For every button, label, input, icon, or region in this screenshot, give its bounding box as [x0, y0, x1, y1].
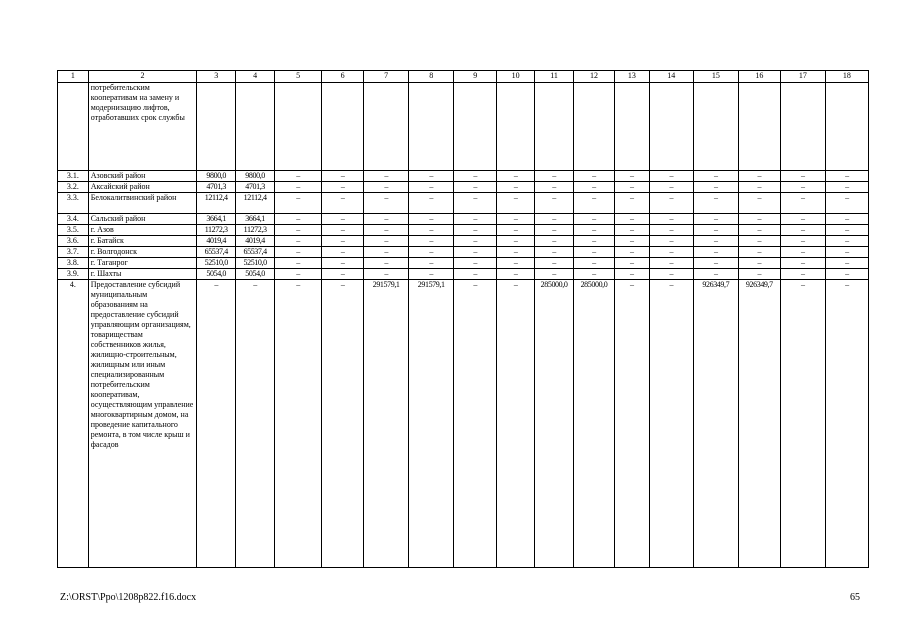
table-cell: – — [614, 269, 649, 280]
table-cell — [236, 83, 275, 171]
row-name-cell: г. Азов — [88, 225, 197, 236]
table-cell: 52510,0 — [197, 258, 236, 269]
table-cell: – — [614, 225, 649, 236]
table-cell: – — [497, 269, 535, 280]
table-cell: – — [738, 214, 780, 225]
header-cell: 7 — [364, 71, 409, 83]
table-cell: – — [409, 247, 454, 258]
table-cell: – — [649, 236, 693, 247]
table-cell: – — [454, 236, 497, 247]
table-cell — [275, 83, 322, 171]
header-cell: 16 — [738, 71, 780, 83]
table-cell: – — [535, 269, 574, 280]
table-cell: – — [497, 171, 535, 182]
table-cell: – — [454, 225, 497, 236]
table-cell: – — [825, 280, 868, 568]
row-number-cell: 3.1. — [58, 171, 89, 182]
table-row — [58, 214, 869, 225]
table-cell: 3664,1 — [197, 214, 236, 225]
table-cell: – — [535, 258, 574, 269]
table-cell: 65537,4 — [236, 247, 275, 258]
table-cell: – — [454, 171, 497, 182]
page-number: 65 — [850, 592, 860, 603]
table-cell: – — [574, 214, 615, 225]
table-cell: – — [275, 258, 322, 269]
table-cell: – — [322, 280, 364, 568]
table-cell: – — [364, 182, 409, 193]
table-cell: – — [409, 182, 454, 193]
table-cell: – — [322, 236, 364, 247]
table-cell: 9800,0 — [236, 171, 275, 182]
table-cell: – — [275, 193, 322, 214]
table-cell — [738, 83, 780, 171]
row-name-cell: Азовский район — [88, 171, 197, 182]
table-cell: – — [574, 225, 615, 236]
table-cell: 4701,3 — [197, 182, 236, 193]
header-cell: 14 — [649, 71, 693, 83]
row-number-cell: 3.6. — [58, 236, 89, 247]
table-cell: – — [409, 171, 454, 182]
table-cell — [497, 83, 535, 171]
table-cell: – — [454, 182, 497, 193]
table-cell: – — [409, 258, 454, 269]
row-name-cell: Аксайский район — [88, 182, 197, 193]
table-cell: – — [738, 236, 780, 247]
table-row — [58, 225, 869, 236]
table-cell: – — [614, 258, 649, 269]
row-number-cell — [58, 83, 89, 171]
table-cell: – — [780, 193, 825, 214]
table-cell: – — [780, 182, 825, 193]
row-name-cell: г. Волгодонск — [88, 247, 197, 258]
table-row — [58, 236, 869, 247]
header-cell: 6 — [322, 71, 364, 83]
table-cell — [364, 83, 409, 171]
table-cell — [693, 83, 738, 171]
row-name-cell: потребительским кооперативам на замену и модернизацию лифтов, отработавших срок службы — [88, 83, 197, 171]
table-cell: – — [454, 280, 497, 568]
table-cell: – — [614, 247, 649, 258]
table-cell: – — [535, 171, 574, 182]
header-cell: 12 — [574, 71, 615, 83]
table-cell: – — [825, 269, 868, 280]
table-cell: – — [409, 225, 454, 236]
table-row — [58, 280, 869, 568]
table-cell: 926349,7 — [738, 280, 780, 568]
table-cell: – — [825, 247, 868, 258]
table-cell — [649, 83, 693, 171]
table-cell: – — [535, 182, 574, 193]
table-cell: – — [574, 182, 615, 193]
footer-file-path: Z:\ORST\Ppo\1208p822.f16.docx — [60, 592, 197, 603]
table-cell: – — [275, 236, 322, 247]
table-cell: – — [614, 171, 649, 182]
header-cell: 15 — [693, 71, 738, 83]
table-cell: 4701,3 — [236, 182, 275, 193]
header-cell: 4 — [236, 71, 275, 83]
table-cell: – — [780, 269, 825, 280]
row-number-cell: 3.7. — [58, 247, 89, 258]
table-cell: – — [574, 258, 615, 269]
table-cell: – — [693, 193, 738, 214]
table-cell: – — [497, 225, 535, 236]
table-cell — [574, 83, 615, 171]
table-cell: 4019,4 — [236, 236, 275, 247]
table-cell: 285000,0 — [535, 280, 574, 568]
header-cell: 5 — [275, 71, 322, 83]
table-cell: – — [454, 193, 497, 214]
table-cell: – — [649, 247, 693, 258]
table-cell: – — [535, 193, 574, 214]
header-cell: 9 — [454, 71, 497, 83]
table-cell: – — [574, 171, 615, 182]
table-cell: – — [574, 193, 615, 214]
table-cell — [535, 83, 574, 171]
table-cell: – — [364, 171, 409, 182]
table-cell: – — [574, 269, 615, 280]
table-cell: – — [649, 214, 693, 225]
row-name-cell: Сальский район — [88, 214, 197, 225]
table-cell: – — [409, 269, 454, 280]
table-cell: – — [574, 236, 615, 247]
table-row — [58, 269, 869, 280]
table-cell: 11272,3 — [197, 225, 236, 236]
table-row — [58, 247, 869, 258]
table-cell: 291579,1 — [409, 280, 454, 568]
table-cell: – — [693, 258, 738, 269]
table-cell: – — [738, 269, 780, 280]
table-cell: – — [693, 269, 738, 280]
table-cell: – — [693, 214, 738, 225]
table-cell: – — [825, 171, 868, 182]
table-cell: – — [322, 269, 364, 280]
table-cell: 12112,4 — [197, 193, 236, 214]
table-cell: 4019,4 — [197, 236, 236, 247]
table-cell: – — [738, 182, 780, 193]
table-cell: – — [825, 225, 868, 236]
table-cell: – — [364, 269, 409, 280]
row-number-cell: 3.3. — [58, 193, 89, 214]
header-cell: 11 — [535, 71, 574, 83]
table-cell: – — [738, 225, 780, 236]
table-cell: 291579,1 — [364, 280, 409, 568]
row-number-cell: 3.5. — [58, 225, 89, 236]
table-cell: 285000,0 — [574, 280, 615, 568]
table-row — [58, 171, 869, 182]
table-cell — [780, 83, 825, 171]
header-cell: 1 — [58, 71, 89, 83]
table-cell: – — [780, 236, 825, 247]
table-cell: – — [693, 182, 738, 193]
table-cell: – — [693, 171, 738, 182]
table-cell: 11272,3 — [236, 225, 275, 236]
table-cell: – — [364, 236, 409, 247]
table-cell: – — [275, 214, 322, 225]
table-cell — [409, 83, 454, 171]
table-cell: 3664,1 — [236, 214, 275, 225]
table-cell: 12112,4 — [236, 193, 275, 214]
header-cell: 8 — [409, 71, 454, 83]
table-cell: – — [322, 258, 364, 269]
table-cell: – — [497, 280, 535, 568]
row-number-cell: 3.8. — [58, 258, 89, 269]
table-cell: – — [780, 214, 825, 225]
table-cell: – — [322, 214, 364, 225]
table-cell: – — [364, 225, 409, 236]
table-cell: – — [275, 171, 322, 182]
table-cell: – — [275, 269, 322, 280]
table-cell: 65537,4 — [197, 247, 236, 258]
table-cell: – — [738, 193, 780, 214]
row-name-cell: Белокалитвинский район — [88, 193, 197, 214]
table-cell: – — [454, 269, 497, 280]
table-cell: – — [693, 225, 738, 236]
table-cell: – — [825, 258, 868, 269]
table-cell: – — [649, 171, 693, 182]
table-cell: – — [614, 182, 649, 193]
table-cell: – — [322, 182, 364, 193]
table-cell: – — [825, 193, 868, 214]
table-cell: – — [454, 214, 497, 225]
table-cell: – — [693, 247, 738, 258]
table-cell: – — [574, 247, 615, 258]
table-cell: – — [322, 247, 364, 258]
table-cell: – — [780, 225, 825, 236]
table-cell: – — [780, 280, 825, 568]
header-cell: 10 — [497, 71, 535, 83]
table-cell: – — [535, 225, 574, 236]
row-name-cell: Предоставление субсидий муниципальным образованиям на предоставление субсидий управляющим организациям, товариществам собственников жилья, жилищно-строительным, жилищным или иным специализированным потребительским кооперативам, осуществляющим управление многоквартирным домом, на проведение капитального ремонта, в том числе крыш и фасадов — [88, 280, 197, 568]
table-cell: – — [614, 193, 649, 214]
table-cell: – — [497, 193, 535, 214]
table-cell — [614, 83, 649, 171]
table-cell: – — [614, 236, 649, 247]
table-cell: – — [497, 258, 535, 269]
table-cell: – — [535, 247, 574, 258]
table-cell — [197, 83, 236, 171]
table-cell: – — [236, 280, 275, 568]
header-cell: 2 — [88, 71, 197, 83]
header-cell: 13 — [614, 71, 649, 83]
table-cell: – — [649, 269, 693, 280]
table-cell: – — [497, 236, 535, 247]
table-cell — [454, 83, 497, 171]
table-cell: – — [364, 247, 409, 258]
data-table — [57, 70, 869, 568]
table-cell: – — [322, 193, 364, 214]
table-cell: – — [649, 193, 693, 214]
table-cell: – — [409, 193, 454, 214]
table-cell: 5054,0 — [197, 269, 236, 280]
table-cell: 52510,0 — [236, 258, 275, 269]
table-cell: – — [535, 214, 574, 225]
table-cell: – — [275, 225, 322, 236]
table-cell: – — [535, 236, 574, 247]
table-cell: – — [454, 258, 497, 269]
table-cell: – — [364, 214, 409, 225]
table-cell: – — [497, 247, 535, 258]
table-cell: – — [454, 247, 497, 258]
table-cell: – — [825, 236, 868, 247]
table-cell: – — [275, 182, 322, 193]
row-number-cell: 3.4. — [58, 214, 89, 225]
table-row — [58, 182, 869, 193]
row-number-cell: 3.2. — [58, 182, 89, 193]
table-cell: – — [364, 193, 409, 214]
table-cell: – — [693, 236, 738, 247]
table-cell: – — [614, 214, 649, 225]
table-cell: – — [649, 225, 693, 236]
table-cell: – — [409, 236, 454, 247]
header-cell: 17 — [780, 71, 825, 83]
table-cell: – — [409, 214, 454, 225]
row-name-cell: г. Таганрог — [88, 258, 197, 269]
table-cell: – — [738, 258, 780, 269]
table-cell: – — [275, 247, 322, 258]
table-cell: 5054,0 — [236, 269, 275, 280]
table-cell: – — [497, 182, 535, 193]
table-cell: – — [364, 258, 409, 269]
table-cell: – — [825, 182, 868, 193]
table-cell: – — [322, 225, 364, 236]
header-cell: 3 — [197, 71, 236, 83]
row-number-cell: 4. — [58, 280, 89, 568]
table-cell: – — [649, 258, 693, 269]
table-cell: – — [197, 280, 236, 568]
table-cell: – — [738, 247, 780, 258]
table-body — [58, 83, 869, 568]
table-cell: – — [614, 280, 649, 568]
table-row — [58, 193, 869, 214]
table-cell: – — [275, 280, 322, 568]
table-cell: – — [780, 247, 825, 258]
table-cell: – — [649, 182, 693, 193]
row-number-cell: 3.9. — [58, 269, 89, 280]
table-cell — [825, 83, 868, 171]
table-cell — [322, 83, 364, 171]
table-row — [58, 258, 869, 269]
table-cell: – — [497, 214, 535, 225]
table-cell: – — [738, 171, 780, 182]
table-cell: 9800,0 — [197, 171, 236, 182]
table-row — [58, 83, 869, 171]
table-cell: 926349,7 — [693, 280, 738, 568]
header-row — [58, 71, 869, 83]
table-cell: – — [825, 214, 868, 225]
table-cell: – — [780, 258, 825, 269]
row-name-cell: г. Батайск — [88, 236, 197, 247]
row-name-cell: г. Шахты — [88, 269, 197, 280]
table-cell: – — [322, 171, 364, 182]
header-cell: 18 — [825, 71, 868, 83]
table-cell: – — [780, 171, 825, 182]
table-cell: – — [649, 280, 693, 568]
